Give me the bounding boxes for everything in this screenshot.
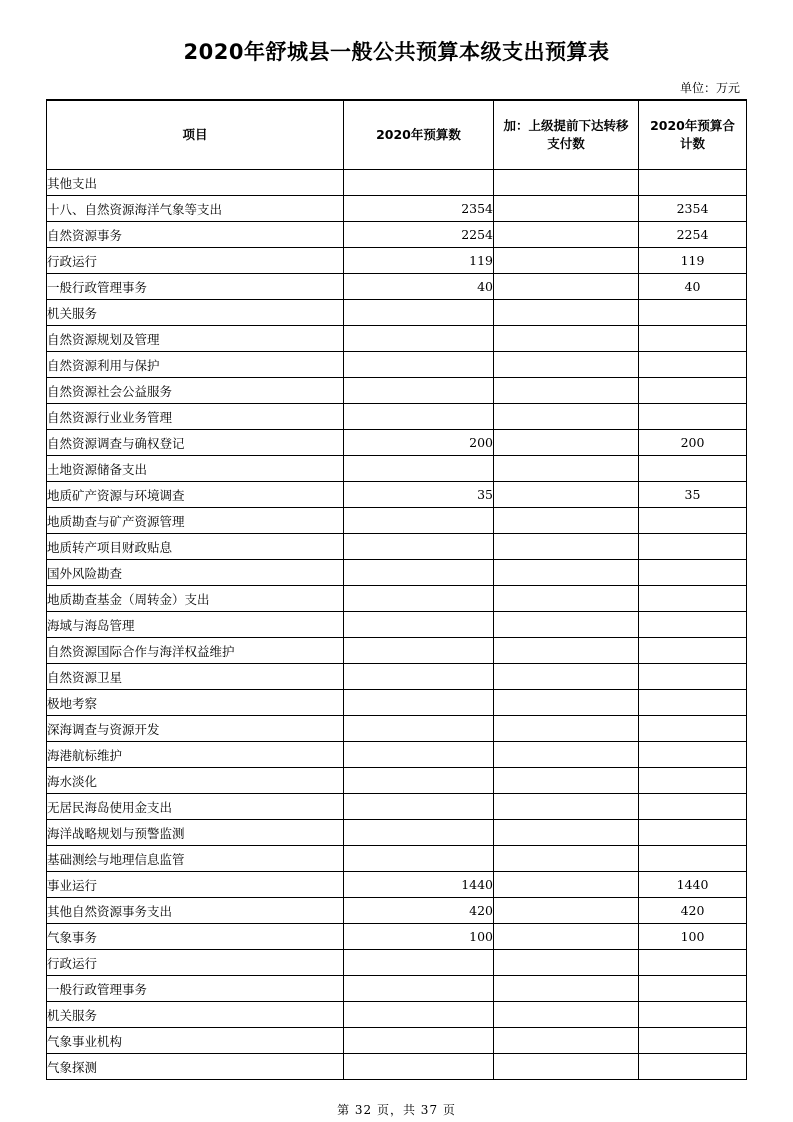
row-budget-value xyxy=(344,950,494,976)
row-transfer-value xyxy=(494,612,639,638)
row-budget-value xyxy=(344,508,494,534)
row-total-value xyxy=(639,690,747,716)
row-budget-value xyxy=(344,378,494,404)
row-transfer-value xyxy=(494,950,639,976)
row-budget-value xyxy=(344,404,494,430)
row-budget-value xyxy=(344,326,494,352)
table-row xyxy=(47,924,747,950)
row-budget-value xyxy=(344,794,494,820)
table-row xyxy=(47,482,747,508)
row-budget-value xyxy=(344,1028,494,1054)
budget-table xyxy=(46,99,747,1080)
row-item-name: 行政运行 xyxy=(47,248,344,274)
row-item-name: 海洋战略规划与预警监测 xyxy=(47,820,344,846)
unit-label: 单位：万元 xyxy=(679,81,740,95)
row-transfer-value xyxy=(494,1028,639,1054)
row-item-name: 十八、自然资源海洋气象等支出 xyxy=(47,196,344,222)
table-row xyxy=(47,1002,747,1028)
row-transfer-value xyxy=(494,378,639,404)
row-transfer-value xyxy=(494,482,639,508)
row-transfer-value xyxy=(494,716,639,742)
table-row xyxy=(47,950,747,976)
row-transfer-value xyxy=(494,664,639,690)
row-transfer-value xyxy=(494,300,639,326)
row-item-name: 无居民海岛使用金支出 xyxy=(47,794,344,820)
row-total-value xyxy=(639,300,747,326)
row-item-name: 自然资源事务 xyxy=(47,222,344,248)
row-total-value: 200 xyxy=(639,430,747,456)
table-row xyxy=(47,742,747,768)
row-item-name: 地质勘查与矿产资源管理 xyxy=(47,508,344,534)
row-total-value: 100 xyxy=(639,924,747,950)
row-transfer-value xyxy=(494,222,639,248)
row-item-name: 自然资源卫星 xyxy=(47,664,344,690)
row-total-value xyxy=(639,378,747,404)
row-budget-value: 200 xyxy=(344,430,494,456)
row-transfer-value xyxy=(494,196,639,222)
row-budget-value: 35 xyxy=(344,482,494,508)
row-total-value xyxy=(639,768,747,794)
table-row xyxy=(47,846,747,872)
row-transfer-value xyxy=(494,924,639,950)
row-transfer-value xyxy=(494,274,639,300)
row-item-name: 行政运行 xyxy=(47,950,344,976)
row-total-value: 2254 xyxy=(639,222,747,248)
row-budget-value: 420 xyxy=(344,898,494,924)
row-total-value xyxy=(639,456,747,482)
row-transfer-value xyxy=(494,976,639,1002)
row-total-value xyxy=(639,326,747,352)
row-budget-value xyxy=(344,638,494,664)
table-row xyxy=(47,170,747,196)
row-budget-value: 2354 xyxy=(344,196,494,222)
row-budget-value: 119 xyxy=(344,248,494,274)
header-transfer: 加：上级提前下达转移支付数 xyxy=(494,100,639,170)
row-budget-value: 40 xyxy=(344,274,494,300)
row-total-value xyxy=(639,586,747,612)
row-budget-value xyxy=(344,300,494,326)
table-row xyxy=(47,222,747,248)
row-transfer-value xyxy=(494,248,639,274)
table-row xyxy=(47,560,747,586)
row-budget-value xyxy=(344,534,494,560)
row-total-value xyxy=(639,508,747,534)
row-total-value: 40 xyxy=(639,274,747,300)
table-row xyxy=(47,274,747,300)
row-item-name: 地质转产项目财政贴息 xyxy=(47,534,344,560)
row-item-name: 海水淡化 xyxy=(47,768,344,794)
row-item-name: 海域与海岛管理 xyxy=(47,612,344,638)
row-total-value xyxy=(639,716,747,742)
row-budget-value xyxy=(344,612,494,638)
row-budget-value xyxy=(344,664,494,690)
table-body xyxy=(47,170,747,1080)
row-item-name: 机关服务 xyxy=(47,1002,344,1028)
row-transfer-value xyxy=(494,1054,639,1080)
row-total-value xyxy=(639,170,747,196)
table-row xyxy=(47,534,747,560)
row-budget-value xyxy=(344,976,494,1002)
row-total-value xyxy=(639,664,747,690)
row-total-value xyxy=(639,1002,747,1028)
table-row xyxy=(47,326,747,352)
row-transfer-value xyxy=(494,1002,639,1028)
row-item-name: 一般行政管理事务 xyxy=(47,976,344,1002)
row-total-value xyxy=(639,794,747,820)
row-total-value xyxy=(639,612,747,638)
row-total-value: 119 xyxy=(639,248,747,274)
row-budget-value xyxy=(344,456,494,482)
row-total-value: 420 xyxy=(639,898,747,924)
row-total-value xyxy=(639,352,747,378)
table-row xyxy=(47,352,747,378)
row-transfer-value xyxy=(494,794,639,820)
row-item-name: 自然资源国际合作与海洋权益维护 xyxy=(47,638,344,664)
row-budget-value xyxy=(344,820,494,846)
row-budget-value xyxy=(344,560,494,586)
row-item-name: 一般行政管理事务 xyxy=(47,274,344,300)
row-transfer-value xyxy=(494,326,639,352)
row-total-value: 2354 xyxy=(639,196,747,222)
row-transfer-value xyxy=(494,768,639,794)
row-item-name: 基础测绘与地理信息监管 xyxy=(47,846,344,872)
row-total-value: 35 xyxy=(639,482,747,508)
table-row xyxy=(47,508,747,534)
row-transfer-value xyxy=(494,560,639,586)
row-transfer-value xyxy=(494,846,639,872)
row-item-name: 机关服务 xyxy=(47,300,344,326)
row-item-name: 地质勘查基金（周转金）支出 xyxy=(47,586,344,612)
row-item-name: 气象事务 xyxy=(47,924,344,950)
row-transfer-value xyxy=(494,508,639,534)
table-row xyxy=(47,196,747,222)
row-budget-value xyxy=(344,690,494,716)
table-row xyxy=(47,872,747,898)
row-budget-value: 1440 xyxy=(344,872,494,898)
table-row xyxy=(47,1054,747,1080)
row-total-value xyxy=(639,638,747,664)
row-budget-value: 2254 xyxy=(344,222,494,248)
row-transfer-value xyxy=(494,742,639,768)
row-item-name: 事业运行 xyxy=(47,872,344,898)
row-transfer-value xyxy=(494,352,639,378)
row-transfer-value xyxy=(494,456,639,482)
row-budget-value xyxy=(344,586,494,612)
row-transfer-value xyxy=(494,404,639,430)
row-item-name: 气象探测 xyxy=(47,1054,344,1080)
table-row xyxy=(47,430,747,456)
row-transfer-value xyxy=(494,534,639,560)
page-title: 2020年舒城县一般公共预算本级支出预算表 xyxy=(183,40,610,64)
row-item-name: 其他支出 xyxy=(47,170,344,196)
row-item-name: 自然资源行业业务管理 xyxy=(47,404,344,430)
row-item-name: 深海调查与资源开发 xyxy=(47,716,344,742)
row-transfer-value xyxy=(494,170,639,196)
row-transfer-value xyxy=(494,430,639,456)
row-budget-value xyxy=(344,352,494,378)
row-item-name: 极地考察 xyxy=(47,690,344,716)
header-total: 2020年预算合计数 xyxy=(639,100,747,170)
table-row xyxy=(47,716,747,742)
table-header-row xyxy=(47,100,747,170)
table-row xyxy=(47,820,747,846)
row-item-name: 气象事业机构 xyxy=(47,1028,344,1054)
table-row xyxy=(47,300,747,326)
row-total-value xyxy=(639,976,747,1002)
row-item-name: 海港航标维护 xyxy=(47,742,344,768)
row-budget-value xyxy=(344,742,494,768)
row-item-name: 自然资源规划及管理 xyxy=(47,326,344,352)
table-row xyxy=(47,456,747,482)
table-row xyxy=(47,248,747,274)
header-budget: 2020年预算数 xyxy=(344,100,494,170)
row-budget-value xyxy=(344,1054,494,1080)
row-total-value xyxy=(639,534,747,560)
header-item: 项目 xyxy=(47,100,344,170)
row-budget-value xyxy=(344,1002,494,1028)
table-row xyxy=(47,404,747,430)
table-row xyxy=(47,794,747,820)
row-item-name: 其他自然资源事务支出 xyxy=(47,898,344,924)
table-row xyxy=(47,1028,747,1054)
row-item-name: 国外风险勘查 xyxy=(47,560,344,586)
row-total-value xyxy=(639,560,747,586)
table-row xyxy=(47,976,747,1002)
row-total-value xyxy=(639,742,747,768)
row-item-name: 自然资源调查与确权登记 xyxy=(47,430,344,456)
row-transfer-value xyxy=(494,690,639,716)
row-transfer-value xyxy=(494,586,639,612)
table-row xyxy=(47,768,747,794)
row-transfer-value xyxy=(494,872,639,898)
row-total-value: 1440 xyxy=(639,872,747,898)
table-row xyxy=(47,638,747,664)
table-row xyxy=(47,690,747,716)
table-row xyxy=(47,664,747,690)
row-item-name: 自然资源利用与保护 xyxy=(47,352,344,378)
row-total-value xyxy=(639,1054,747,1080)
table-row xyxy=(47,586,747,612)
row-transfer-value xyxy=(494,898,639,924)
row-budget-value xyxy=(344,716,494,742)
row-budget-value xyxy=(344,768,494,794)
row-budget-value: 100 xyxy=(344,924,494,950)
row-item-name: 土地资源储备支出 xyxy=(47,456,344,482)
row-budget-value xyxy=(344,170,494,196)
table-row xyxy=(47,898,747,924)
table-row xyxy=(47,378,747,404)
row-transfer-value xyxy=(494,638,639,664)
page-footer: 第 32 页，共 37 页 xyxy=(337,1103,456,1117)
row-transfer-value xyxy=(494,820,639,846)
row-total-value xyxy=(639,1028,747,1054)
row-item-name: 自然资源社会公益服务 xyxy=(47,378,344,404)
row-total-value xyxy=(639,846,747,872)
row-total-value xyxy=(639,950,747,976)
row-budget-value xyxy=(344,846,494,872)
row-item-name: 地质矿产资源与环境调查 xyxy=(47,482,344,508)
row-total-value xyxy=(639,820,747,846)
table-row xyxy=(47,612,747,638)
row-total-value xyxy=(639,404,747,430)
